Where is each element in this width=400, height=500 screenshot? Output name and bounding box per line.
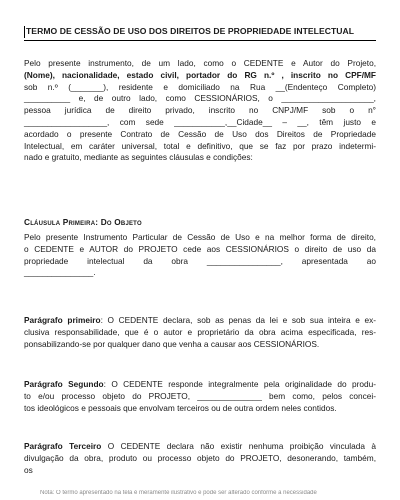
title-underline xyxy=(24,40,376,41)
document-title: TERMO DE CESSÃO DE USO DOS DIREITOS DE PROPRIEDADE INTELECTUAL xyxy=(24,26,378,38)
intro-line-2: (Nome), nacionalidade, estado civil, portador do RG n.º , inscrito no CPF/MF xyxy=(24,69,376,80)
intro-line-8: Intelectual, em caráter universal, total e definitivo, que se faz por prazo indetermi- xyxy=(24,140,376,151)
intro-line-5: pessoa jurídica de direito privado, inscrito no CNPJ/MF sob o n° xyxy=(24,105,376,116)
intro-line-6: __________________, com sede ___________,__Cidade__ – __, têm justo e xyxy=(24,116,376,127)
intro-line-9: nado e gratuito, mediante as seguintes cláusulas e condições: xyxy=(24,152,253,163)
intro-line-3: sob n.º (_______), residente e domiciliado na Rua __(Endenteço Completo) xyxy=(24,81,376,92)
p1-line-1: Parágrafo primeiro: O CEDENTE declara, sob as penas da lei e sob sua inteira e ex- xyxy=(24,315,376,325)
paragraph-terceiro xyxy=(24,441,376,476)
p1-line-3: ponsabilizando-se por qualquer dano que venha a causar aos CESSIONÁRIOS. xyxy=(24,338,320,349)
intro-line-4: __________ e, de outro lado, como CESSIONÁRIOS, o ____________________, xyxy=(24,93,376,104)
p3-line-1: Parágrafo Terceiro O CEDENTE declara não existir nenhuma proibição vinculada à xyxy=(24,441,376,451)
clause1-line-1: Pelo presente Instrumento Particular de Cessão de Uso e na melhor forma de direito, xyxy=(24,232,376,242)
intro-line-1: Pelo presente instrumento, de um lado, como o CEDENTE e Autor do Projeto, xyxy=(24,58,376,68)
clause1-line-4: _______________. xyxy=(24,267,96,278)
p3-line-2: divulgação da obra, produto ou processo objeto do PROJETO, desonerando, também, xyxy=(24,452,376,463)
p3-line-3: os xyxy=(24,464,33,475)
p1-label: Parágrafo primeiro xyxy=(24,315,101,325)
p3-label: Parágrafo Terceiro xyxy=(24,441,102,451)
clause1-paragraph xyxy=(24,232,376,279)
p1-line-2: clusiva responsabilidade, que é o autor e proprietário da obra acima especificada, res- xyxy=(24,326,376,337)
p2-line-3: tos ideológicos e pessoais que envolvam terceiros ou de outra ordem neles contidos. xyxy=(24,402,337,413)
paragraph-segundo xyxy=(24,379,376,414)
intro-paragraph xyxy=(24,58,376,164)
paragraph-primeiro xyxy=(24,315,376,350)
intro-line-7: acordado o presente Contrato de Cessão de Uso dos Direitos de Propriedade xyxy=(24,128,376,139)
footer-note: Nota: O termo apresentado na tela é meramente ilustrativo e pode ser alterado conforme a necessidade xyxy=(40,490,317,496)
clause1-heading: Cláusula Primeira: Do Objeto xyxy=(24,217,142,227)
clause1-line-3: propriedade intelectual da obra ________________, apresentada ao xyxy=(24,255,376,266)
p2-line-2: to e/ou processo objeto do PROJETO, ______________ bem como, pelos concei- xyxy=(24,390,376,401)
p2-label: Parágrafo Segundo xyxy=(24,379,104,389)
p2-line-1: Parágrafo Segundo: O CEDENTE responde integralmente pela originalidade do produ- xyxy=(24,379,376,389)
clause1-line-2: o CEDENTE e AUTOR do PROJETO cede aos CESSIONÁRIOS o direito de uso da xyxy=(24,243,376,254)
